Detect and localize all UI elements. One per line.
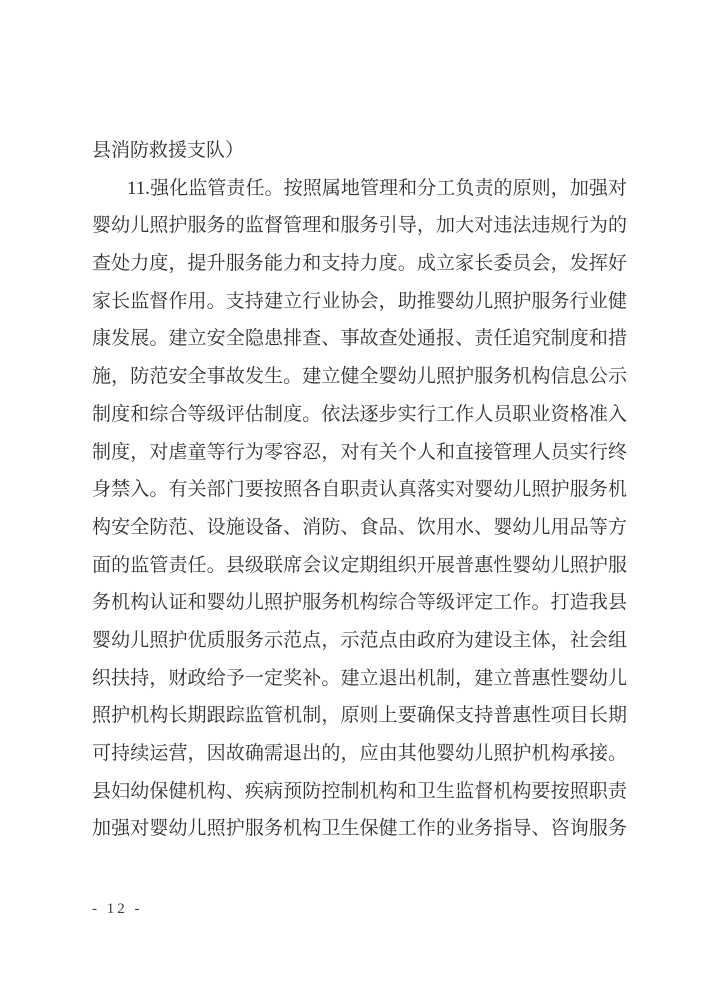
- text-line: 婴幼儿照护优质服务示范点，示范点由政府为建设主体，社会组: [92, 629, 627, 651]
- text-line: 照护机构长期跟踪监管机制，原则上要确保支持普惠性项目长期: [92, 705, 627, 727]
- text-line-paragraph-start: 11.强化监管责任。按照属地管理和分工负责的原则，加强对: [127, 177, 627, 199]
- text-line: 家长监督作用。支持建立行业协会，助推婴幼儿照护服务行业健: [92, 290, 627, 312]
- text-line: 身禁入。有关部门要按照各自职责认真落实对婴幼儿照护服务机: [92, 479, 627, 501]
- text-line: 县妇幼保健机构、疾病预防控制机构和卫生监督机构要按照职责: [92, 780, 627, 802]
- text-line: 加强对婴幼儿照护服务机构卫生保健工作的业务指导、咨询服务: [92, 818, 627, 840]
- text-line: 制度和综合等级评估制度。依法逐步实行工作人员职业资格准入: [92, 403, 627, 425]
- text-line: 可持续运营，因故确需退出的，应由其他婴幼儿照护机构承接。: [92, 743, 627, 764]
- text-line: 查处力度，提升服务能力和支持力度。成立家长委员会，发挥好: [92, 253, 627, 275]
- text-line: 康发展。建立安全隐患排查、事故查处通报、责任追究制度和措: [92, 328, 627, 350]
- text-line: 县消防救援支队）: [92, 140, 245, 161]
- text-line: 构安全防范、设施设备、消防、食品、饮用水、婴幼儿用品等方: [92, 516, 627, 538]
- page-number: - 12 -: [92, 901, 143, 917]
- text-line: 制度，对虐童等行为零容忍，对有关个人和直接管理人员实行终: [92, 441, 627, 463]
- text-line: 面的监管责任。县级联席会议定期组织开展普惠性婴幼儿照护服: [92, 554, 627, 576]
- text-line: 婴幼儿照护服务的监督管理和服务引导，加大对违法违规行为的: [92, 215, 627, 237]
- text-line: 务机构认证和婴幼儿照护服务机构综合等级评定工作。打造我县: [92, 592, 627, 614]
- text-line: 织扶持，财政给予一定奖补。建立退出机制，建立普惠性婴幼儿: [92, 667, 627, 689]
- body-text: [92, 132, 627, 848]
- text-line: 施，防范安全事故发生。建立健全婴幼儿照护服务机构信息公示: [92, 366, 627, 388]
